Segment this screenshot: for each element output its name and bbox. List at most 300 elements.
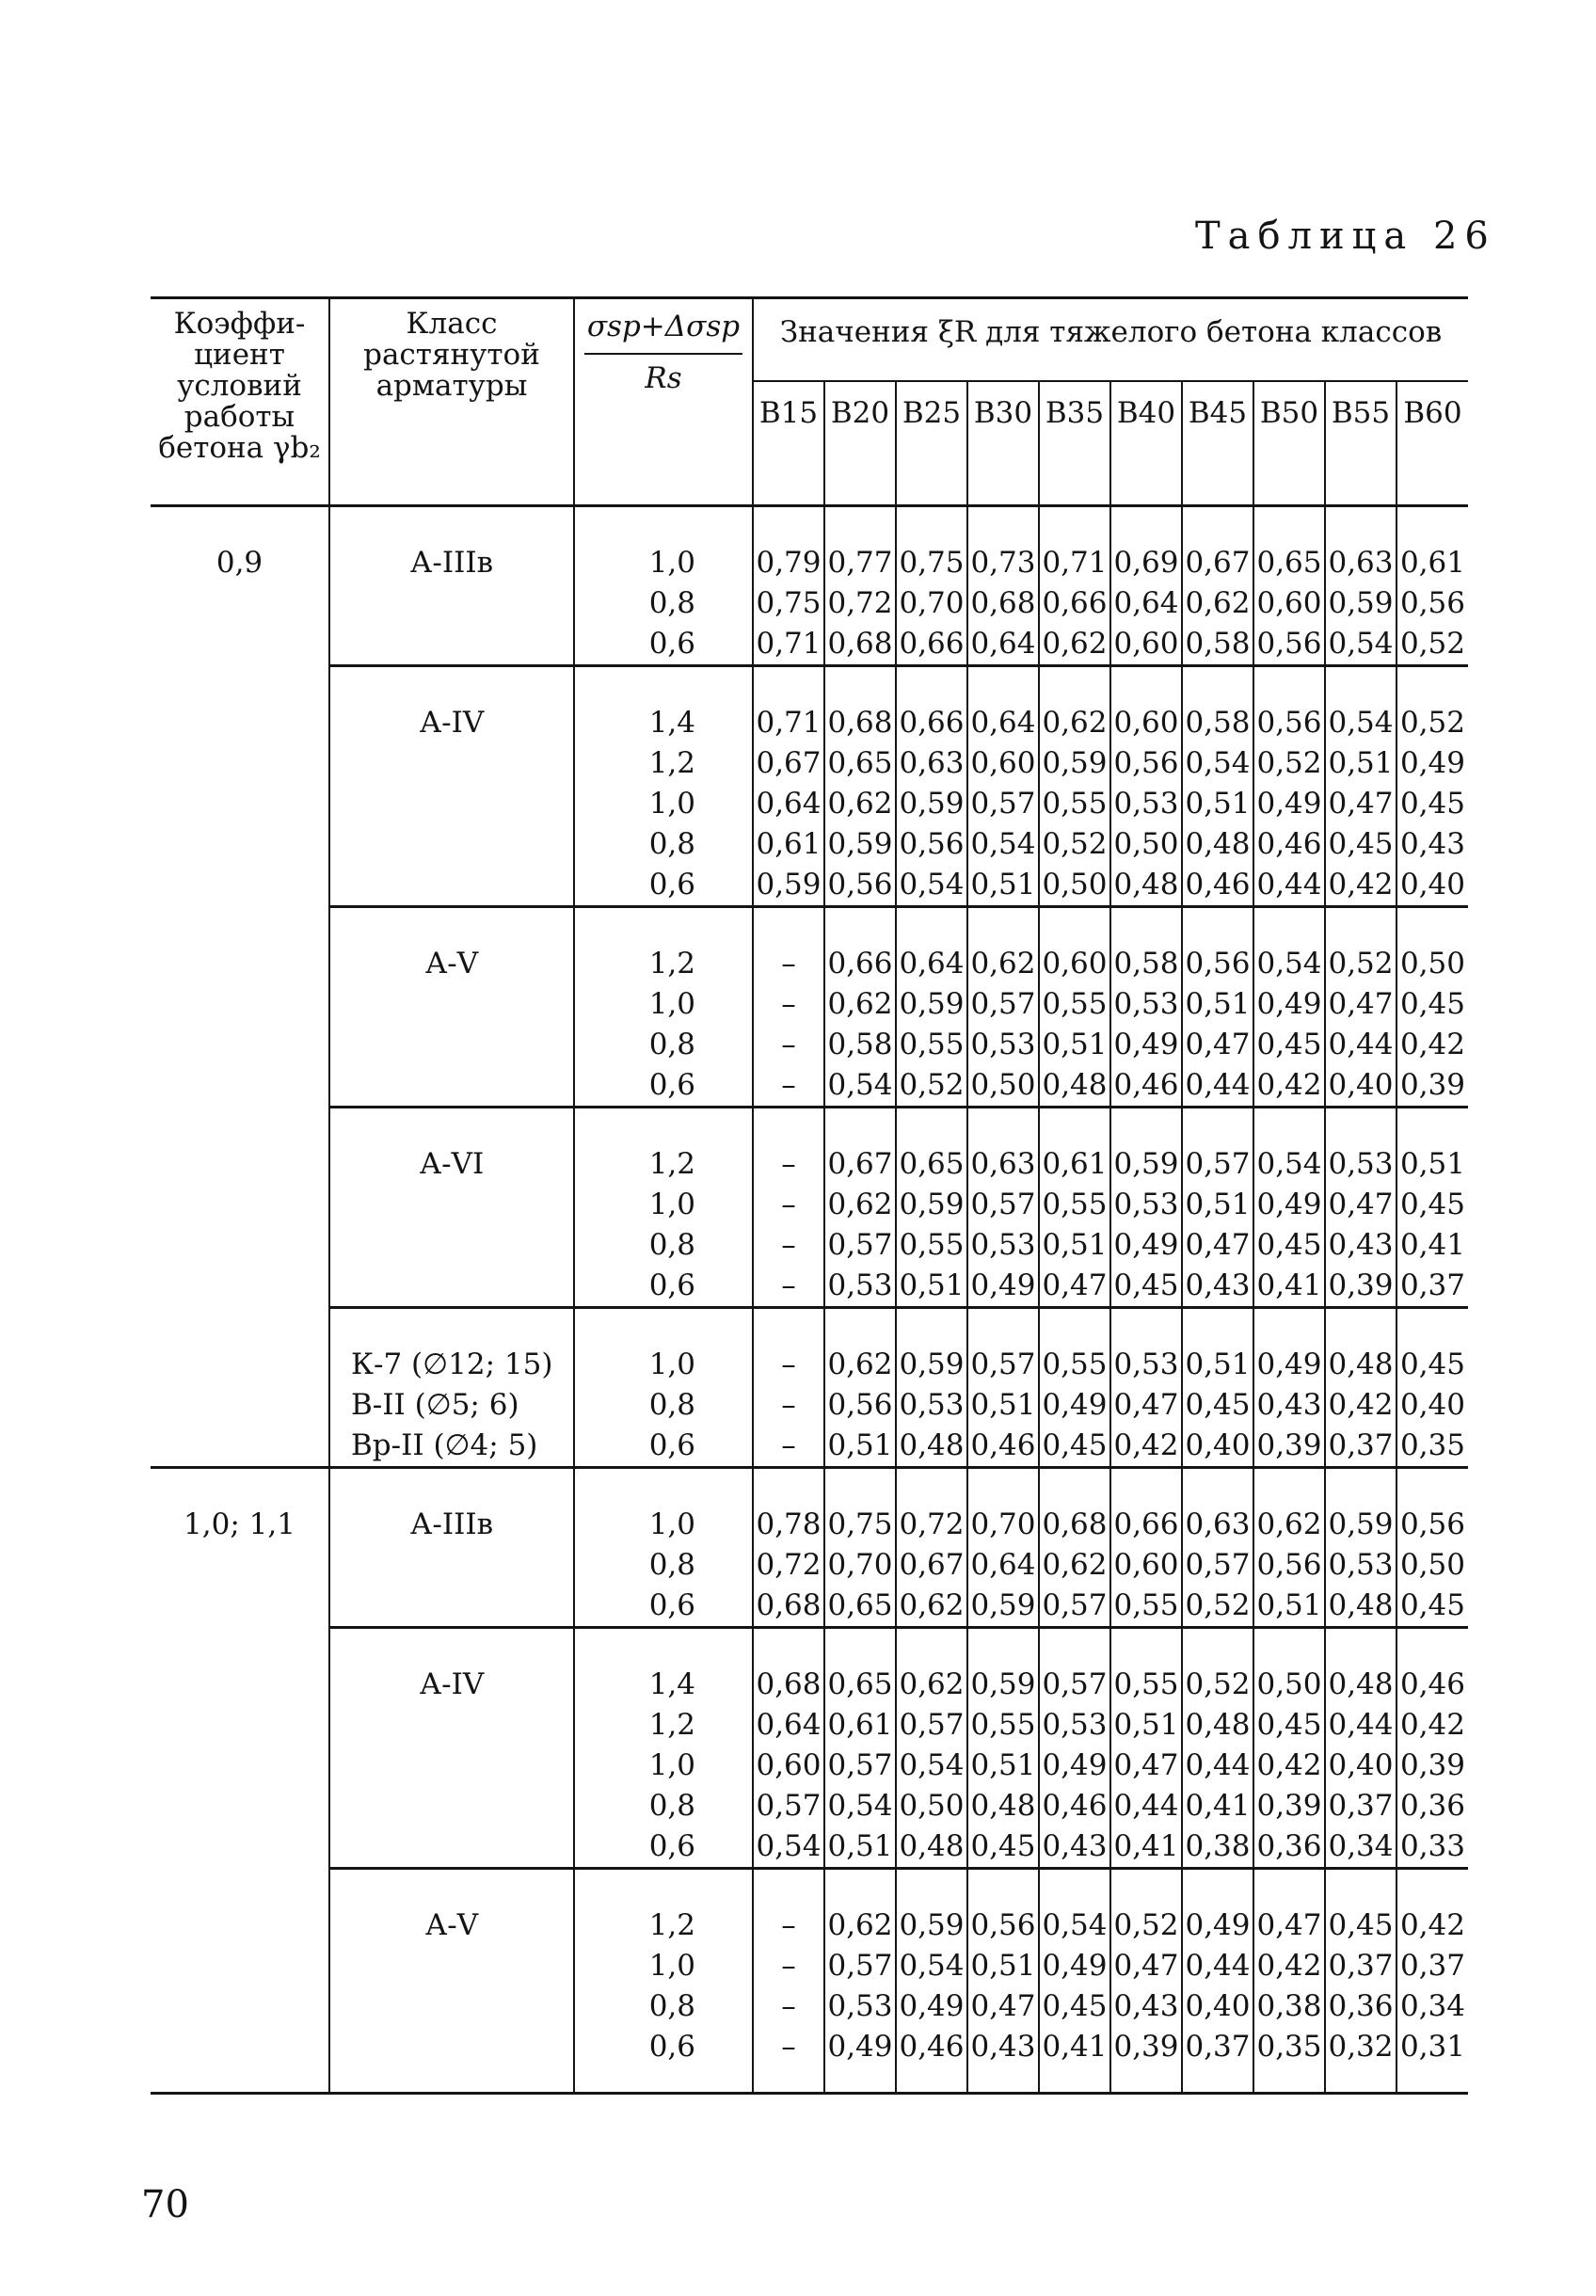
header-values-title: Значения ξR для тяжелого бетона классов	[753, 298, 1468, 382]
xi-value: 0,54	[1185, 746, 1251, 780]
coefficient-cell: 1,0; 1,1	[151, 1468, 329, 2094]
stress-ratio-value: 0,6	[648, 627, 695, 661]
xi-value: 0,73	[970, 546, 1036, 580]
xi-value: 0,48	[1328, 1667, 1394, 1701]
xi-value: 0,53	[827, 1989, 893, 2023]
xi-value: 0,39	[1399, 1068, 1466, 1102]
xi-value: 0,50	[1113, 827, 1179, 861]
xi-values-column	[896, 506, 967, 666]
xi-value: 0,47	[1113, 1949, 1179, 1983]
coef-header-line: условий	[177, 369, 302, 403]
xi-values-column	[1253, 1628, 1325, 1869]
xi-value: 0,55	[970, 1708, 1036, 1742]
xi-values-column	[896, 1628, 967, 1869]
concrete-class-header: В55	[1325, 381, 1396, 506]
xi-value: 0,40	[1399, 868, 1466, 901]
xi-value: 0,49	[899, 1989, 965, 2023]
xi-values-column	[753, 907, 824, 1108]
concrete-class-header: В50	[1253, 381, 1325, 506]
xi-values-column	[1253, 1108, 1325, 1308]
stress-ratio-value: 0,6	[648, 2030, 695, 2064]
xi-value: 0,55	[899, 1028, 965, 1061]
xi-value: 0,39	[1256, 1428, 1322, 1462]
stress-ratio-value: 0,8	[648, 1548, 695, 1582]
xi-value: 0,50	[1399, 947, 1466, 981]
xi-value: 0,59	[899, 1908, 965, 1942]
concrete-class-header: В45	[1182, 381, 1253, 506]
xi-value: 0,63	[1185, 1507, 1251, 1541]
table-group-row	[151, 1468, 1468, 1628]
xi-value: 0,42	[1113, 1428, 1179, 1462]
xi-value: 0,45	[1399, 1188, 1466, 1221]
stress-ratio-value: 0,6	[648, 868, 695, 901]
rebar-class-label: А-IV	[419, 1667, 485, 1701]
xi-values-column	[1396, 506, 1468, 666]
xi-value: 0,55	[1042, 1188, 1108, 1221]
stress-ratio-value: 1,4	[648, 1667, 695, 1701]
rebar-class-cell	[329, 1628, 574, 1869]
xi-value: 0,63	[899, 746, 965, 780]
xi-r-table	[151, 296, 1468, 2095]
xi-value: 0,45	[1042, 1989, 1108, 2023]
xi-value: 0,59	[1328, 1507, 1394, 1541]
xi-value: 0,58	[1185, 627, 1251, 661]
xi-value: 0,48	[1328, 1347, 1394, 1381]
xi-value: 0,70	[827, 1548, 893, 1582]
xi-values-column	[1396, 1628, 1468, 1869]
xi-value: 0,61	[756, 827, 822, 861]
stress-ratio-value: 1,0	[648, 1507, 695, 1541]
xi-value: 0,49	[1185, 1908, 1251, 1942]
xi-value: 0,63	[1328, 546, 1394, 580]
class-header-line: растянутой	[363, 338, 540, 372]
xi-value: 0,40	[1328, 1748, 1394, 1782]
rebar-class-cell	[329, 1108, 574, 1308]
xi-values-column	[824, 907, 896, 1108]
xi-value: 0,66	[899, 627, 965, 661]
xi-value: 0,34	[1328, 1829, 1394, 1863]
stress-ratio-cell	[574, 666, 753, 907]
xi-value: 0,67	[756, 746, 822, 780]
xi-values-column	[824, 1869, 896, 2094]
xi-values-column	[967, 1108, 1039, 1308]
xi-value: –	[781, 1949, 796, 1983]
xi-values-column	[1325, 1108, 1396, 1308]
xi-value: 0,52	[1328, 947, 1394, 981]
xi-value: 0,46	[1185, 868, 1251, 901]
rebar-class-label: А-V	[424, 947, 479, 981]
xi-value: 0,51	[970, 868, 1036, 901]
xi-value: –	[781, 1428, 796, 1462]
xi-value: 0,77	[827, 546, 893, 580]
xi-values-column	[967, 1468, 1039, 1628]
xi-value: 0,56	[827, 868, 893, 901]
xi-value: 0,44	[1185, 1068, 1251, 1102]
xi-value: 0,46	[1042, 1789, 1108, 1823]
table-group-row	[151, 907, 1468, 1108]
xi-values-column	[1253, 506, 1325, 666]
xi-values-column	[824, 1108, 896, 1308]
xi-values-column	[1396, 1869, 1468, 2094]
xi-value: 0,49	[827, 2030, 893, 2064]
xi-value: 0,48	[1185, 1708, 1251, 1742]
xi-value: 0,62	[827, 1908, 893, 1942]
rebar-class-cell	[329, 506, 574, 666]
xi-values-column	[1396, 907, 1468, 1108]
xi-value: 0,66	[899, 706, 965, 740]
xi-value: 0,78	[756, 1507, 822, 1541]
stress-ratio-value: 0,8	[648, 1789, 695, 1823]
xi-value: 0,59	[827, 827, 893, 861]
xi-value: 0,57	[1042, 1588, 1108, 1622]
rebar-class-cell	[329, 907, 574, 1108]
xi-value: 0,58	[1185, 706, 1251, 740]
xi-value: 0,71	[1042, 546, 1108, 580]
xi-value: 0,54	[1256, 1147, 1322, 1181]
xi-value: 0,65	[1256, 546, 1322, 580]
xi-value: 0,52	[899, 1068, 965, 1102]
xi-value: 0,36	[1399, 1789, 1466, 1823]
xi-value: 0,46	[899, 2030, 965, 2064]
xi-values-column	[1039, 907, 1110, 1108]
stress-ratio-value: 0,8	[648, 1388, 695, 1422]
xi-values-column	[967, 1308, 1039, 1468]
xi-value: 0,62	[899, 1667, 965, 1701]
rebar-class-label: К-7 (∅12; 15)	[351, 1347, 553, 1381]
coef-header-line: работы	[184, 400, 295, 434]
xi-values-column	[1396, 666, 1468, 907]
xi-value: 0,49	[1113, 1028, 1179, 1061]
xi-value: 0,53	[970, 1228, 1036, 1262]
xi-value: 0,67	[1185, 546, 1251, 580]
xi-value: 0,34	[1399, 1989, 1466, 2023]
xi-value: 0,42	[1399, 1028, 1466, 1061]
xi-value: 0,43	[1399, 827, 1466, 861]
xi-value: 0,51	[827, 1428, 893, 1462]
xi-value: 0,43	[970, 2030, 1036, 2064]
xi-value: 0,67	[827, 1147, 893, 1181]
xi-values-column	[1182, 1108, 1253, 1308]
xi-value: 0,68	[1042, 1507, 1108, 1541]
xi-value: 0,51	[1185, 987, 1251, 1021]
xi-value: 0,31	[1399, 2030, 1466, 2064]
xi-value: 0,57	[827, 1748, 893, 1782]
coef-header-line: Коэффи-	[173, 307, 306, 341]
xi-value: 0,57	[1042, 1667, 1108, 1701]
xi-value: 0,55	[1042, 787, 1108, 821]
xi-value: 0,58	[1113, 947, 1179, 981]
xi-value: –	[781, 2030, 796, 2064]
xi-value: –	[781, 987, 796, 1021]
xi-values-column	[1182, 1628, 1253, 1869]
xi-value: 0,75	[899, 546, 965, 580]
xi-value: 0,56	[1256, 1548, 1322, 1582]
xi-value: 0,45	[1399, 987, 1466, 1021]
xi-value: 0,62	[1042, 706, 1108, 740]
xi-values-column	[1039, 666, 1110, 907]
xi-value: 0,57	[827, 1949, 893, 1983]
xi-value: 0,51	[899, 1268, 965, 1302]
xi-values-column	[1039, 506, 1110, 666]
xi-value: 0,55	[1113, 1667, 1179, 1701]
stress-ratio-value: 1,4	[648, 706, 695, 740]
xi-value: 0,49	[1042, 1748, 1108, 1782]
xi-value: 0,75	[756, 586, 822, 620]
stress-ratio-value: 0,8	[648, 827, 695, 861]
xi-value: 0,64	[970, 706, 1036, 740]
xi-value: 0,59	[899, 987, 965, 1021]
xi-value: 0,70	[899, 586, 965, 620]
xi-value: 0,45	[1256, 1228, 1322, 1262]
concrete-class-header: В15	[753, 381, 824, 506]
xi-values-column	[896, 1869, 967, 2094]
xi-value: 0,63	[970, 1147, 1036, 1181]
xi-value: 0,64	[1113, 586, 1179, 620]
xi-value: 0,37	[1399, 1268, 1466, 1302]
stress-ratio-value: 0,8	[648, 1028, 695, 1061]
xi-value: 0,40	[1328, 1068, 1394, 1102]
xi-values-column	[1325, 1869, 1396, 2094]
xi-value: 0,59	[970, 1667, 1036, 1701]
stress-ratio-cell	[574, 1108, 753, 1308]
xi-values-column	[1325, 1468, 1396, 1628]
xi-value: 0,59	[899, 1188, 965, 1221]
xi-value: 0,57	[756, 1789, 822, 1823]
xi-value: 0,53	[1328, 1548, 1394, 1582]
xi-values-column	[1110, 907, 1182, 1108]
stress-ratio-value: 0,6	[648, 1268, 695, 1302]
xi-value: 0,56	[1399, 586, 1466, 620]
xi-values-column	[1325, 1308, 1396, 1468]
xi-values-column	[1253, 907, 1325, 1108]
xi-values-column	[1182, 506, 1253, 666]
xi-value: 0,56	[1113, 746, 1179, 780]
xi-value: 0,48	[1042, 1068, 1108, 1102]
xi-values-column	[1253, 1308, 1325, 1468]
xi-value: 0,56	[1399, 1507, 1466, 1541]
xi-value: 0,59	[899, 1347, 965, 1381]
stress-ratio-value: 1,0	[648, 787, 695, 821]
xi-value: 0,54	[1328, 706, 1394, 740]
xi-value: 0,52	[1042, 827, 1108, 861]
xi-values-column	[967, 907, 1039, 1108]
xi-value: 0,60	[1256, 586, 1322, 620]
xi-value: 0,59	[756, 868, 822, 901]
xi-value: 0,59	[1042, 746, 1108, 780]
xi-value: 0,38	[1185, 1829, 1251, 1863]
xi-value: 0,50	[970, 1068, 1036, 1102]
xi-value: 0,44	[1185, 1949, 1251, 1983]
xi-value: 0,52	[1399, 706, 1466, 740]
xi-value: 0,65	[827, 1667, 893, 1701]
xi-value: 0,56	[827, 1388, 893, 1422]
xi-value: 0,45	[1328, 1908, 1394, 1942]
stress-ratio-cell	[574, 1468, 753, 1628]
xi-values-column	[967, 1628, 1039, 1869]
xi-value: 0,62	[1042, 627, 1108, 661]
xi-value: 0,60	[1113, 706, 1179, 740]
xi-values-column	[967, 666, 1039, 907]
xi-value: 0,75	[827, 1507, 893, 1541]
xi-value: 0,54	[899, 868, 965, 901]
xi-values-column	[1182, 1468, 1253, 1628]
xi-values-column	[1182, 1869, 1253, 2094]
xi-value: –	[781, 1268, 796, 1302]
xi-value: 0,47	[1185, 1028, 1251, 1061]
table-group-row	[151, 1308, 1468, 1468]
xi-values-column	[1182, 666, 1253, 907]
xi-values-column	[824, 1308, 896, 1468]
xi-value: 0,35	[1399, 1428, 1466, 1462]
xi-value: 0,48	[970, 1789, 1036, 1823]
xi-value: 0,45	[1328, 827, 1394, 861]
xi-value: 0,52	[1399, 627, 1466, 661]
xi-value: 0,45	[1113, 1268, 1179, 1302]
rebar-class-label: А-V	[424, 1908, 479, 1942]
xi-values-column	[753, 1108, 824, 1308]
xi-value: 0,50	[1256, 1667, 1322, 1701]
xi-value: 0,43	[1185, 1268, 1251, 1302]
xi-value: 0,52	[1256, 746, 1322, 780]
xi-value: 0,60	[1113, 1548, 1179, 1582]
xi-value: 0,46	[1399, 1667, 1466, 1701]
stress-ratio-value: 1,2	[648, 1708, 695, 1742]
page-number: 70	[141, 2183, 189, 2226]
xi-value: 0,53	[1042, 1708, 1108, 1742]
coef-header-line: бетона γb₂	[158, 431, 321, 465]
concrete-class-header: В35	[1039, 381, 1110, 506]
xi-value: 0,50	[899, 1789, 965, 1823]
concrete-class-header: В30	[967, 381, 1039, 506]
xi-value: 0,60	[1113, 627, 1179, 661]
xi-value: 0,42	[1328, 868, 1394, 901]
stress-ratio-value: 1,2	[648, 947, 695, 981]
xi-value: 0,54	[899, 1748, 965, 1782]
xi-value: 0,53	[1113, 1347, 1179, 1381]
stress-ratio-value: 1,2	[648, 746, 695, 780]
xi-values-column	[896, 666, 967, 907]
xi-values-column	[896, 1468, 967, 1628]
xi-value: 0,48	[899, 1428, 965, 1462]
xi-value: 0,36	[1256, 1829, 1322, 1863]
rebar-class-cell	[329, 1869, 574, 2094]
xi-value: 0,59	[1113, 1147, 1179, 1181]
xi-value: 0,42	[1399, 1908, 1466, 1942]
header-coefficient	[151, 298, 329, 506]
xi-value: 0,54	[899, 1949, 965, 1983]
xi-values-column	[753, 1468, 824, 1628]
xi-value: 0,53	[1328, 1147, 1394, 1181]
xi-value: 0,54	[827, 1789, 893, 1823]
rebar-class-label: В-II (∅5; 6)	[351, 1388, 519, 1422]
xi-value: 0,53	[899, 1388, 965, 1422]
xi-value: 0,51	[1328, 746, 1394, 780]
xi-value: 0,66	[1042, 586, 1108, 620]
stress-ratio-value: 0,6	[648, 1068, 695, 1102]
xi-value: 0,49	[1042, 1388, 1108, 1422]
xi-values-column	[1110, 1628, 1182, 1869]
table-group-row	[151, 1869, 1468, 2094]
xi-value: 0,49	[1256, 987, 1322, 1021]
xi-value: 0,51	[1042, 1028, 1108, 1061]
xi-values-column	[753, 1308, 824, 1468]
xi-values-column	[1110, 1308, 1182, 1468]
xi-value: 0,54	[1256, 947, 1322, 981]
xi-value: 0,45	[1185, 1388, 1251, 1422]
xi-value: 0,56	[1256, 706, 1322, 740]
xi-value: 0,72	[827, 586, 893, 620]
class-header-line: Класс	[406, 307, 498, 341]
xi-value: 0,46	[970, 1428, 1036, 1462]
xi-value: –	[781, 1228, 796, 1262]
xi-value: 0,47	[1113, 1388, 1179, 1422]
xi-values-column	[1110, 666, 1182, 907]
xi-value: 0,47	[1328, 787, 1394, 821]
xi-value: 0,59	[970, 1588, 1036, 1622]
xi-value: 0,43	[1042, 1829, 1108, 1863]
xi-values-column	[1039, 1108, 1110, 1308]
xi-value: 0,53	[970, 1028, 1036, 1061]
xi-value: 0,61	[827, 1708, 893, 1742]
xi-value: 0,53	[1113, 1188, 1179, 1221]
xi-value: 0,62	[1042, 1548, 1108, 1582]
xi-value: 0,40	[1399, 1388, 1466, 1422]
xi-value: 0,79	[756, 546, 822, 580]
xi-value: 0,69	[1113, 546, 1179, 580]
xi-value: 0,45	[1256, 1708, 1322, 1742]
xi-values-column	[1110, 1468, 1182, 1628]
xi-values-column	[824, 1468, 896, 1628]
xi-value: –	[781, 1908, 796, 1942]
xi-value: 0,57	[970, 787, 1036, 821]
xi-value: 0,68	[756, 1667, 822, 1701]
xi-value: 0,60	[970, 746, 1036, 780]
xi-value: 0,47	[970, 1989, 1036, 2023]
xi-value: 0,42	[1399, 1708, 1466, 1742]
xi-value: 0,50	[1399, 1548, 1466, 1582]
xi-value: 0,51	[827, 1829, 893, 1863]
xi-value: –	[781, 1347, 796, 1381]
table-group-row	[151, 1628, 1468, 1869]
xi-value: 0,39	[1256, 1789, 1322, 1823]
xi-value: 0,64	[970, 1548, 1036, 1582]
xi-values-column	[753, 1628, 824, 1869]
xi-value: 0,47	[1328, 1188, 1394, 1221]
xi-value: 0,51	[970, 1949, 1036, 1983]
rebar-class-label: Вр-II (∅4; 5)	[351, 1428, 538, 1462]
xi-value: 0,47	[1042, 1268, 1108, 1302]
xi-value: 0,64	[970, 627, 1036, 661]
xi-value: 0,59	[899, 787, 965, 821]
xi-value: 0,54	[1042, 1908, 1108, 1942]
stress-ratio-cell	[574, 1308, 753, 1468]
xi-value: 0,54	[827, 1068, 893, 1102]
stress-ratio-value: 0,8	[648, 1989, 695, 2023]
table-group-row	[151, 506, 1468, 666]
table-group-row	[151, 666, 1468, 907]
xi-value: 0,42	[1256, 1949, 1322, 1983]
xi-value: 0,41	[1399, 1228, 1466, 1262]
xi-value: 0,56	[970, 1908, 1036, 1942]
xi-value: 0,51	[1185, 1188, 1251, 1221]
xi-value: 0,57	[1185, 1548, 1251, 1582]
xi-value: 0,47	[1185, 1228, 1251, 1262]
stress-ratio-value: 1,0	[648, 1188, 695, 1221]
concrete-class-header: В40	[1110, 381, 1182, 506]
xi-value: 0,68	[827, 706, 893, 740]
rebar-class-cell	[329, 1308, 574, 1468]
concrete-class-header: В20	[824, 381, 896, 506]
